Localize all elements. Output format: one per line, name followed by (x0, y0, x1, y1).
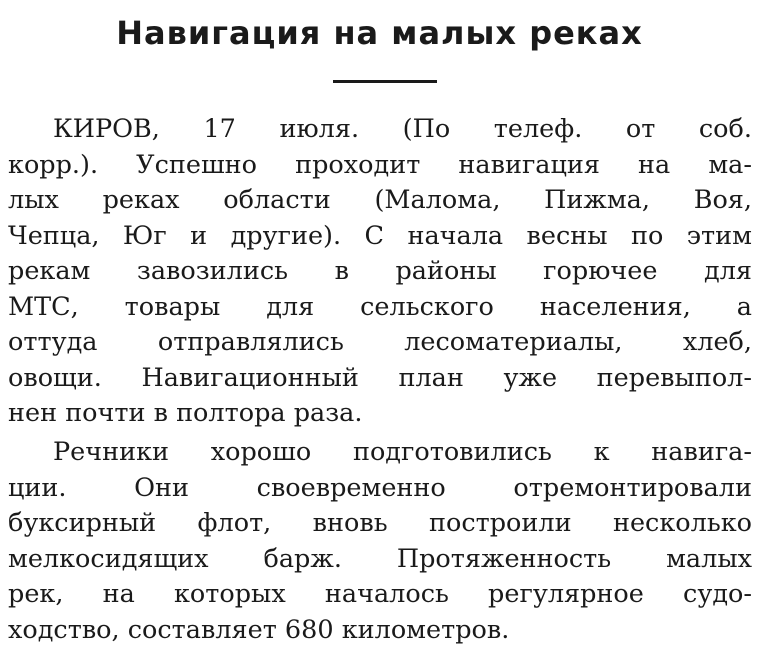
paragraph-line: корр.). Успешно проходит навигация на ма- (8, 149, 752, 180)
paragraph-line: нен почти в полтора раза. (8, 398, 363, 428)
paragraph-line: мелкосидящих барж. Протяженность малых (8, 543, 752, 574)
headline-divider (333, 80, 437, 83)
paragraph-line: Чепца, Юг и другие). С начала весны по этим (8, 220, 752, 251)
paragraph-line: рекам завозились в районы горючее для (8, 256, 752, 286)
paragraph-line: оттуда отправлялись лесоматериалы, хлеб, (8, 327, 752, 357)
paragraph-line: Речники хорошо подготовились к навига- (53, 437, 752, 467)
article-paragraph-1 (8, 112, 752, 432)
paragraph-line: рек, на которых началось регулярное судо- (8, 579, 752, 609)
paragraph-line: КИРОВ, 17 июля. (По телеф. от соб. (53, 114, 752, 144)
paragraph-line: МТС, товары для сельского населения, а (8, 291, 752, 322)
paragraph-line: овощи. Навигационный план уже перевыпол- (8, 362, 752, 393)
article-headline: Навигация на малых реках (116, 14, 643, 52)
paragraph-line: ходство, составляет 680 километров. (8, 614, 510, 645)
paragraph-line: буксирный флот, вновь построили несколько (8, 508, 752, 538)
paragraph-line: ции. Они своевременно отремонтировали (8, 472, 752, 503)
paragraph-line: лых реках области (Малома, Пижма, Воя, (8, 185, 752, 215)
article-paragraph-2 (8, 435, 752, 648)
